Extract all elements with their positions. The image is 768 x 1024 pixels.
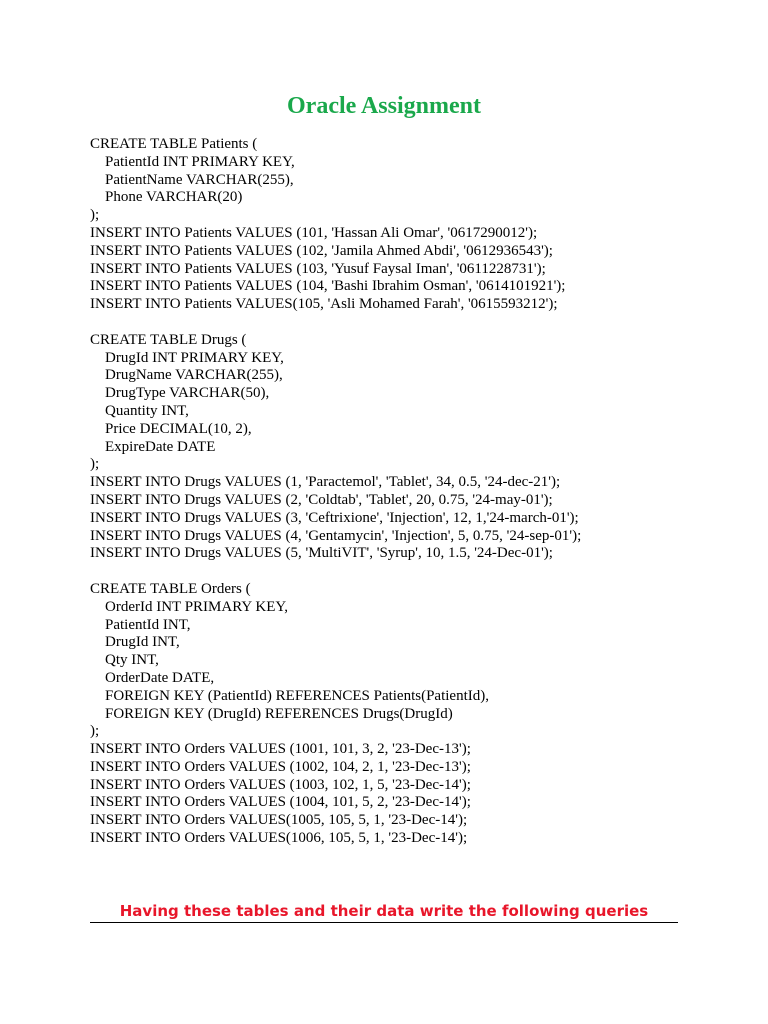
insert-statement: INSERT INTO Patients VALUES (102, 'Jamila Ahmed Abdi', '0612936543'); — [90, 242, 553, 259]
column-definition: Qty INT, — [105, 652, 159, 669]
insert-statement: INSERT INTO Orders VALUES(1005, 105, 5, 1, '23-Dec-14'); — [90, 812, 468, 829]
column-definition: PatientId INT, — [105, 616, 191, 633]
create-table-statement: CREATE TABLE Patients ( — [90, 136, 258, 152]
close-paren: ); — [90, 207, 100, 224]
insert-statement: INSERT INTO Orders VALUES (1003, 102, 1, 5, '23-Dec-14'); — [90, 776, 471, 793]
assignment-instruction: Having these tables and their data write the following queries — [90, 902, 678, 923]
insert-statement: INSERT INTO Orders VALUES (1004, 101, 5, 2, '23-Dec-14'); — [90, 794, 471, 811]
create-table-statement: CREATE TABLE Drugs ( — [90, 331, 247, 348]
insert-statement: INSERT INTO Orders VALUES (1002, 104, 2, 1, '23-Dec-13'); — [90, 758, 471, 775]
insert-statement: INSERT INTO Drugs VALUES (1, 'Paractemol', 'Tablet', 34, 0.5, '24-dec-21'); — [90, 474, 561, 491]
insert-statement: INSERT INTO Patients VALUES(105, 'Asli Mohamed Farah', '0615593212'); — [90, 296, 558, 313]
close-paren: ); — [90, 456, 100, 473]
column-definition: DrugId INT, — [105, 634, 180, 651]
insert-statement: INSERT INTO Patients VALUES (101, 'Hassan Ali Omar', '0617290012'); — [90, 224, 538, 241]
column-definition: FOREIGN KEY (DrugId) REFERENCES Drugs(DrugId) — [105, 705, 453, 722]
insert-statement: INSERT INTO Orders VALUES(1006, 105, 5, 1, '23-Dec-14'); — [90, 830, 468, 847]
sql-block-drugs — [90, 332, 730, 563]
insert-statement: INSERT INTO Orders VALUES (1001, 101, 3, 2, '23-Dec-13'); — [90, 741, 471, 758]
column-definition: Price DECIMAL(10, 2), — [105, 420, 252, 437]
blank-line — [90, 314, 730, 332]
insert-statement: INSERT INTO Drugs VALUES (2, 'Coldtab', 'Tablet', 20, 0.75, '24-may-01'); — [90, 491, 553, 508]
sql-block-orders — [90, 581, 730, 848]
insert-statement: INSERT INTO Drugs VALUES (5, 'MultiVIT', 'Syrup', 10, 1.5, '24-Dec-01'); — [90, 545, 553, 562]
column-definition: DrugId INT PRIMARY KEY, — [105, 349, 284, 366]
insert-statement: INSERT INTO Patients VALUES (103, 'Yusuf Faysal Iman', '0611228731'); — [90, 260, 546, 277]
insert-statement: INSERT INTO Drugs VALUES (3, 'Ceftrixione', 'Injection', 12, 1,'24-march-01'); — [90, 509, 579, 526]
column-definition: Phone VARCHAR(20) — [105, 189, 243, 206]
sql-block-patients — [90, 136, 730, 314]
column-definition: ExpireDate DATE — [105, 438, 216, 455]
sql-code-block — [90, 136, 730, 848]
blank-line — [90, 563, 730, 581]
column-definition: OrderDate DATE, — [105, 669, 215, 686]
insert-statement: INSERT INTO Patients VALUES (104, 'Bashi Ibrahim Osman', '0614101921'); — [90, 278, 566, 295]
column-definition: Quantity INT, — [105, 402, 189, 419]
insert-statement: INSERT INTO Drugs VALUES (4, 'Gentamycin', 'Injection', 5, 0.75, '24-sep-01'); — [90, 527, 582, 544]
column-definition: PatientId INT PRIMARY KEY, — [105, 153, 295, 170]
column-definition: DrugName VARCHAR(255), — [105, 367, 283, 384]
column-definition: PatientName VARCHAR(255), — [105, 171, 294, 188]
close-paren: ); — [90, 723, 100, 740]
column-definition: DrugType VARCHAR(50), — [105, 385, 270, 402]
column-definition: OrderId INT PRIMARY KEY, — [105, 598, 289, 615]
column-definition: FOREIGN KEY (PatientId) REFERENCES Patients(PatientId), — [105, 687, 489, 704]
document-title: Oracle Assignment — [287, 93, 481, 119]
create-table-statement: CREATE TABLE Orders ( — [90, 580, 251, 597]
